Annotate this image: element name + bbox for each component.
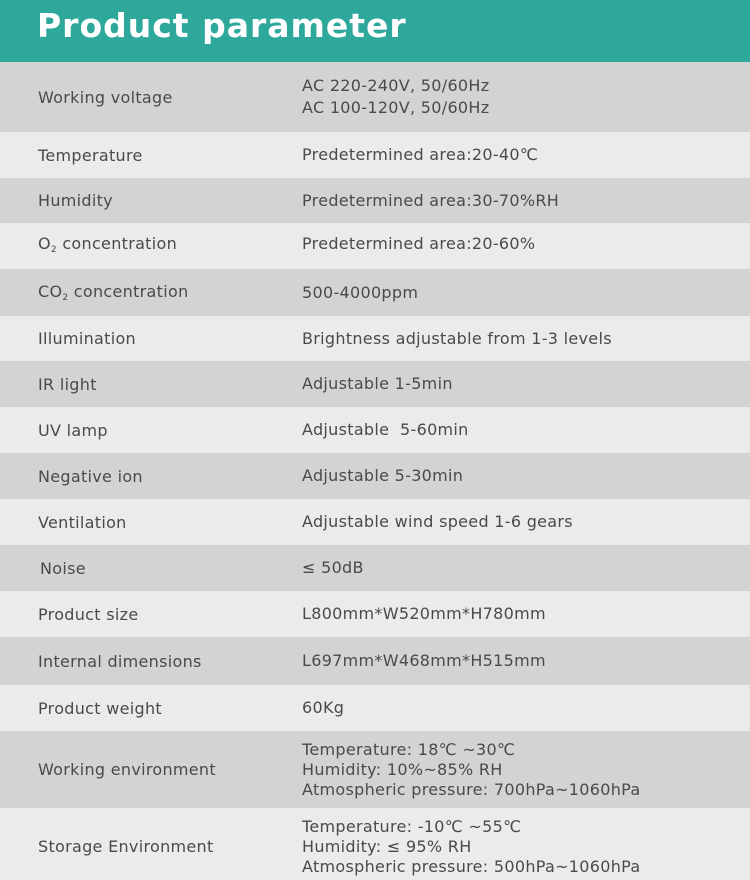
value-line: Adjustable 1-5min (302, 374, 453, 393)
row-label: UV lamp (38, 420, 108, 440)
value-line: Adjustable wind speed 1-6 gears (302, 512, 573, 531)
value-line: Brightness adjustable from 1-3 levels (302, 328, 612, 348)
row-label: Working environment (38, 760, 216, 779)
table-row-ventilation (0, 499, 750, 545)
value-line: AC 220-240V, 50/60Hz (302, 76, 490, 95)
value-line: Humidity: 10%~85% RH (302, 759, 503, 779)
value-line: Predetermined area:20-60% (302, 234, 536, 253)
table-row-humidity (0, 178, 750, 223)
table-row-temperature (0, 132, 750, 178)
table-row-product-size (0, 591, 750, 637)
row-label: Storage Environment (38, 836, 214, 856)
value-line: Atmospheric pressure: 500hPa~1060hPa (302, 857, 641, 876)
row-value (302, 145, 538, 165)
row-value (302, 76, 489, 118)
value-line: Temperature: 18℃ ~30℃ (302, 739, 516, 759)
label-subscript: 2 (50, 244, 57, 255)
value-line: Temperature: -10℃ ~55℃ (302, 817, 522, 836)
value-line: Predetermined area:30-70%RH (302, 190, 560, 210)
row-value (302, 651, 546, 671)
row-label: Noise (40, 558, 86, 578)
row-value (302, 817, 641, 877)
row-value (302, 558, 364, 578)
row-value (302, 329, 612, 349)
row-label (38, 234, 177, 255)
table-row-illumination (0, 316, 750, 361)
value-line: ≤ 50dB (302, 558, 364, 577)
value-line: Adjustable 5-60min (302, 420, 469, 439)
value-line: Atmospheric pressure: 700hPa~1060hPa (302, 779, 641, 799)
value-line: 500-4000ppm (302, 282, 419, 302)
value-line: Adjustable 5-30min (302, 466, 464, 485)
row-label (38, 282, 189, 303)
table-row-co2-concentration (0, 269, 750, 316)
row-label: Ventilation (38, 512, 127, 532)
value-line: L697mm*W468mm*H515mm (302, 651, 546, 670)
row-label: Internal dimensions (38, 651, 202, 671)
row-value (302, 698, 344, 718)
table-row-working-environment (0, 731, 750, 808)
label-suffix: concentration (56, 233, 178, 253)
row-value (302, 234, 535, 254)
label-prefix: CO (38, 282, 63, 301)
row-value (302, 191, 559, 211)
table-row-internal-dimensions (0, 637, 750, 685)
value-line: Predetermined area:20-40℃ (302, 145, 539, 164)
row-label: Humidity (38, 191, 113, 210)
row-label: Working voltage (38, 87, 173, 107)
row-label: Product weight (38, 698, 162, 718)
value-line: Humidity: ≤ 95% RH (302, 837, 472, 856)
row-label: Illumination (38, 329, 136, 348)
table-row-o2-concentration (0, 223, 750, 269)
row-label: IR light (38, 374, 97, 394)
row-value (302, 604, 546, 624)
value-line: L800mm*W520mm*H780mm (302, 604, 546, 623)
row-value (302, 740, 641, 800)
row-label: Negative ion (38, 466, 143, 486)
row-label: Temperature (38, 145, 143, 165)
label-suffix: concentration (68, 282, 189, 301)
row-value (302, 283, 418, 303)
row-label: Product size (38, 604, 139, 624)
value-line: 60Kg (302, 698, 345, 717)
table-row-product-weight (0, 685, 750, 731)
table-row-uv-lamp (0, 407, 750, 453)
row-value (302, 512, 573, 532)
value-line: AC 100-120V, 50/60Hz (302, 98, 490, 117)
table-row-negative-ion (0, 453, 750, 499)
row-value (302, 466, 463, 486)
page-title: Product parameter (37, 6, 407, 45)
table-row-storage-environment (0, 808, 750, 880)
label-subscript: 2 (62, 293, 69, 303)
header-banner (0, 0, 750, 62)
table-row-working-voltage (0, 62, 750, 132)
label-prefix: O (38, 233, 51, 253)
table-row-noise (0, 545, 750, 591)
